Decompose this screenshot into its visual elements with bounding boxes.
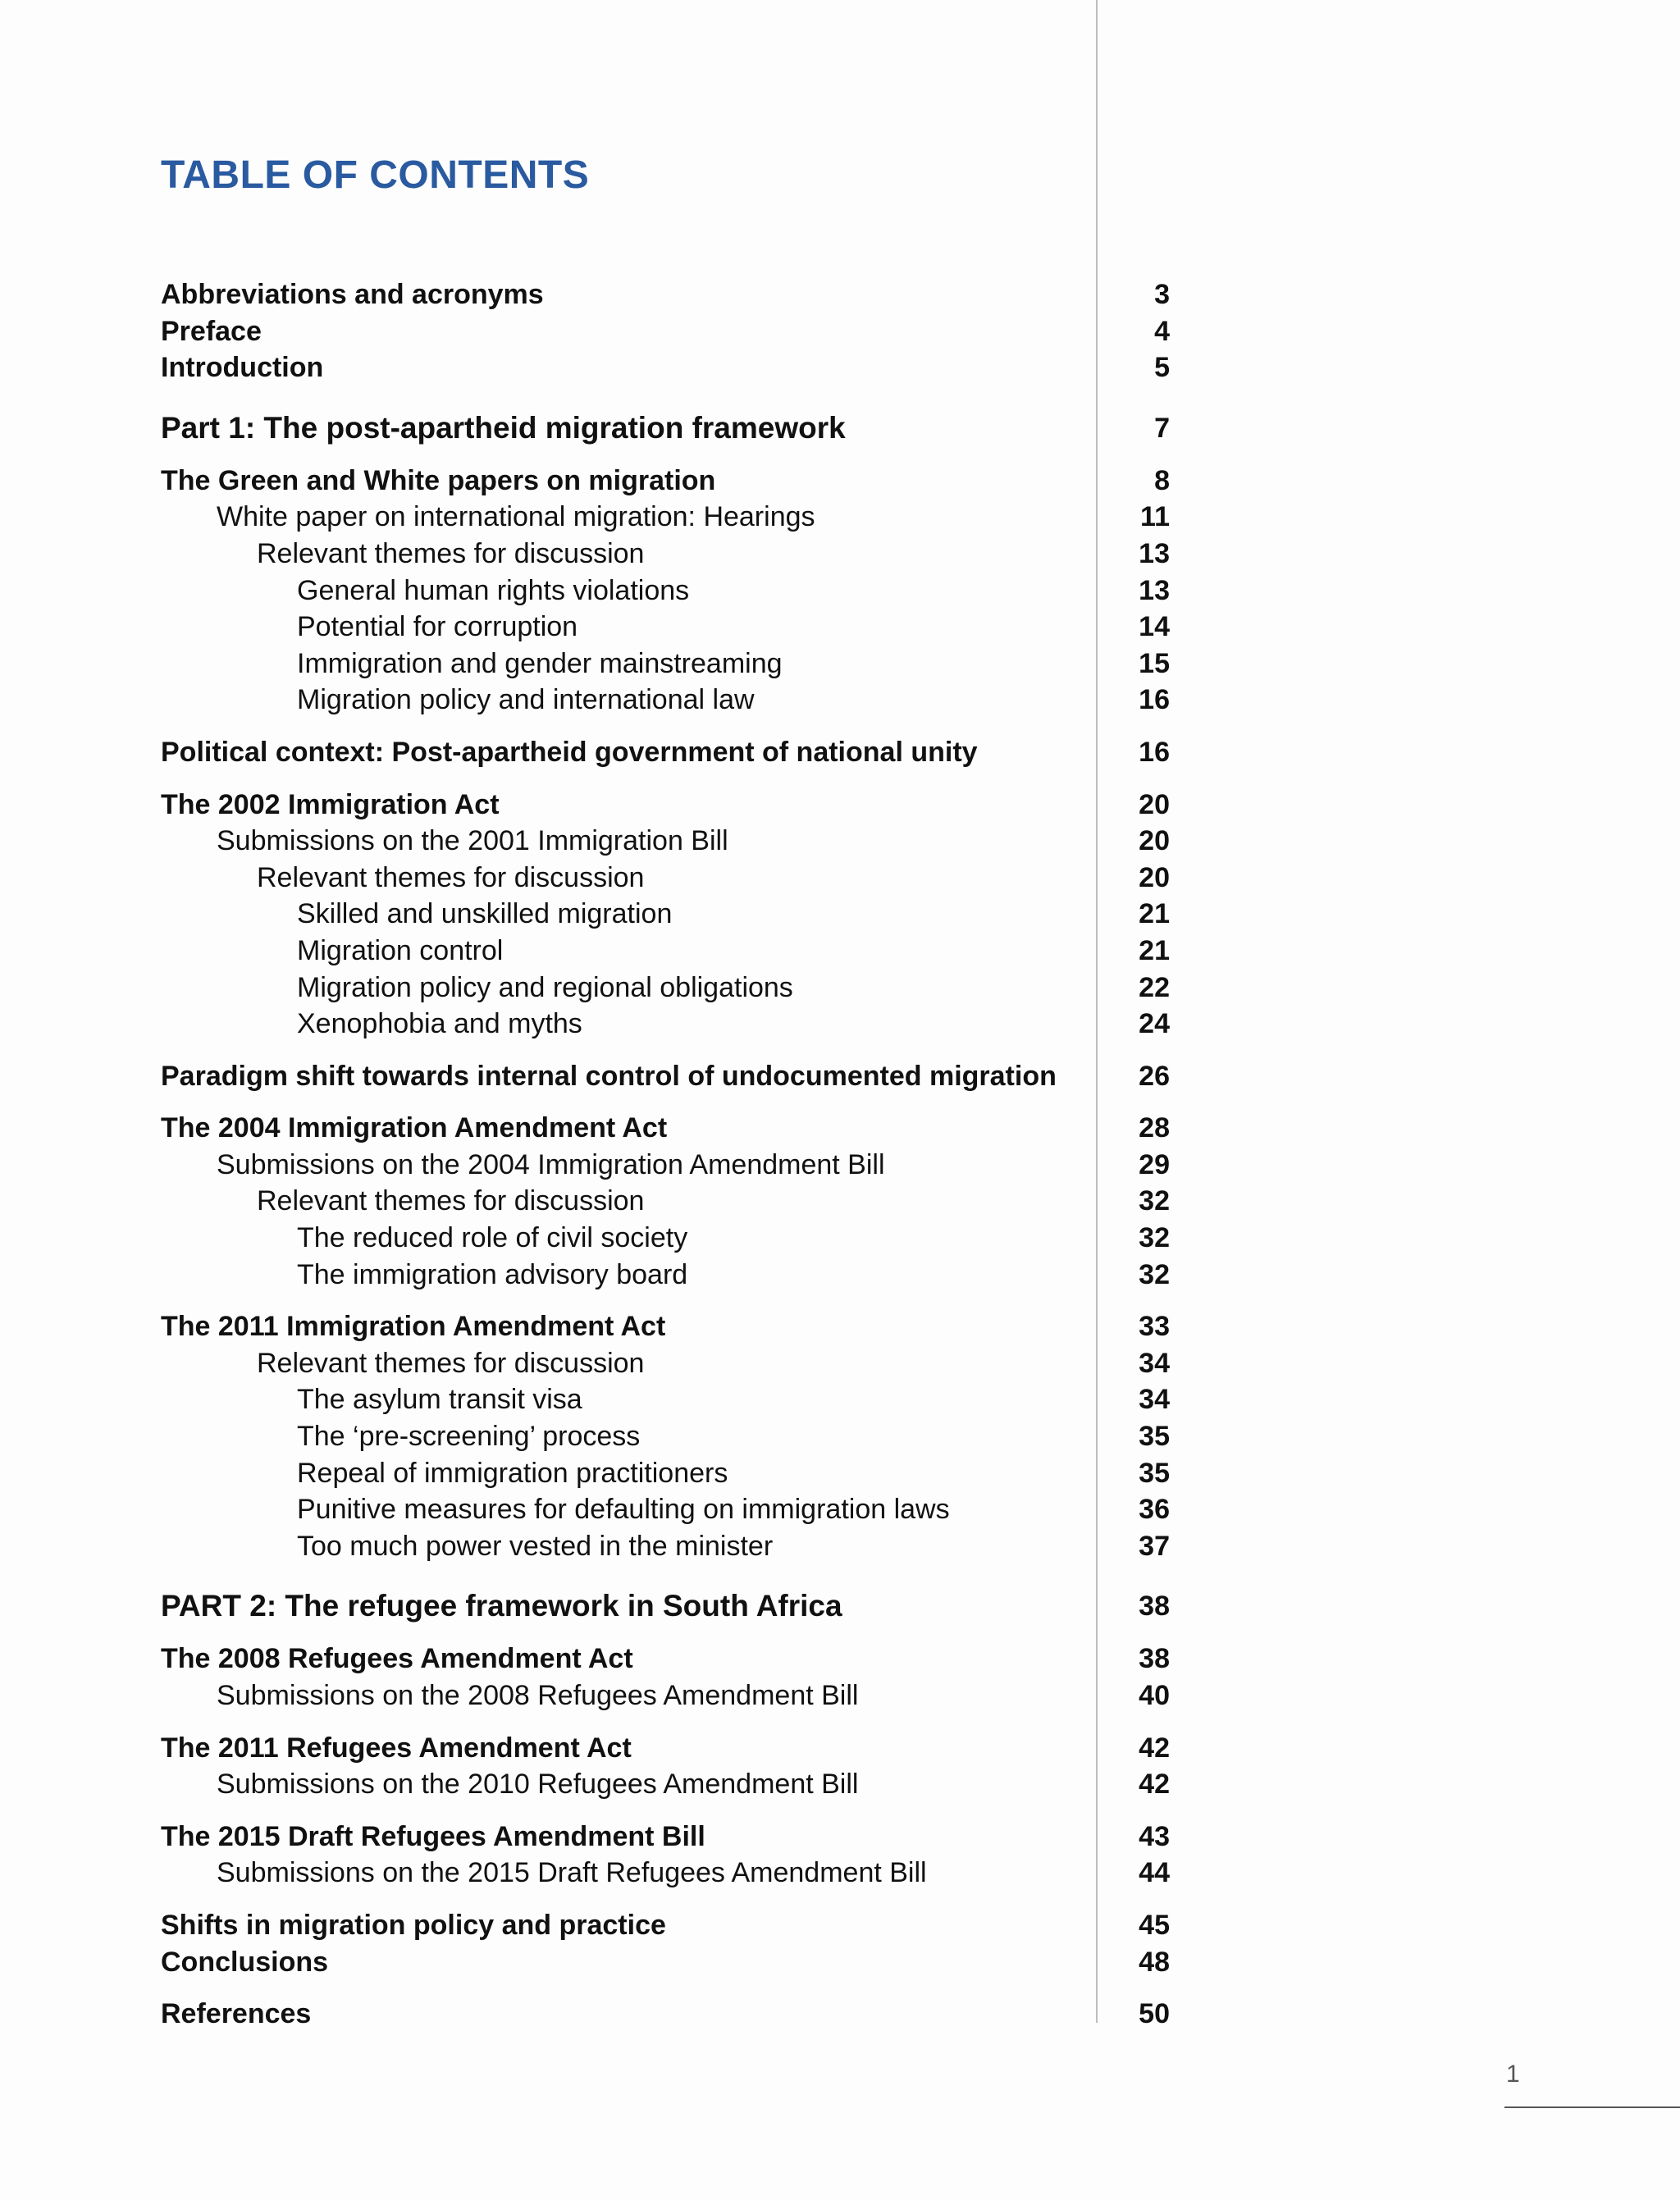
toc-entry-label: Relevant themes for discussion <box>257 1347 645 1379</box>
toc-entry-page: 20 <box>1139 825 1170 857</box>
toc-entry-label: White paper on international migration: Hearings <box>217 501 815 533</box>
toc-entry-page: 16 <box>1139 736 1170 768</box>
toc-entry[interactable] <box>161 1455 1170 1492</box>
toc-entry-page: 24 <box>1139 1008 1170 1040</box>
toc-entry-label: Shifts in migration policy and practice <box>161 1909 666 1941</box>
toc-entry-label: Repeal of immigration practitioners <box>297 1457 728 1489</box>
toc-entry[interactable] <box>161 1110 1170 1147</box>
toc-entry-page: 32 <box>1139 1258 1170 1290</box>
toc-entry-page: 13 <box>1139 537 1170 569</box>
toc-entry[interactable] <box>161 1677 1170 1714</box>
footer-rule <box>1504 2106 1680 2108</box>
toc-entry-page: 42 <box>1139 1769 1170 1801</box>
toc-entry-page: 16 <box>1139 684 1170 716</box>
toc-entry-page: 11 <box>1140 501 1170 533</box>
toc-entry[interactable] <box>161 1220 1170 1257</box>
toc-entry[interactable] <box>161 1907 1170 1944</box>
toc-entry-page: 35 <box>1139 1457 1170 1489</box>
toc-entry-label: Too much power vested in the minister <box>297 1530 774 1562</box>
toc-entry-page: 38 <box>1139 1643 1170 1675</box>
toc-entry-label: The Green and White papers on migration <box>161 464 716 496</box>
toc-entry-label: References <box>161 1998 312 2030</box>
toc-entry[interactable] <box>161 1528 1170 1565</box>
toc-entry-label: Submissions on the 2015 Draft Refugees Amendment Bill <box>217 1857 927 1889</box>
toc-entry-label: Xenophobia and myths <box>297 1008 582 1040</box>
toc-entry-page: 35 <box>1139 1421 1170 1453</box>
toc-entry-page: 29 <box>1139 1148 1170 1180</box>
toc-part-heading[interactable] <box>161 409 1170 447</box>
toc-entry-page: 26 <box>1139 1060 1170 1092</box>
toc-entry-page: 32 <box>1139 1222 1170 1254</box>
toc-entry-label: Potential for corruption <box>297 611 578 643</box>
toc-entry[interactable] <box>161 1381 1170 1418</box>
toc-entry[interactable] <box>161 1058 1170 1095</box>
toc-entry[interactable] <box>161 1491 1170 1528</box>
toc-entry[interactable] <box>161 1819 1170 1855</box>
toc-entry[interactable] <box>161 1308 1170 1345</box>
toc-entry[interactable] <box>161 1944 1170 1981</box>
toc-entry-page: 40 <box>1139 1680 1170 1711</box>
toc-entry-label: The 2011 Refugees Amendment Act <box>161 1732 632 1764</box>
toc-entry-label: Punitive measures for defaulting on immigration laws <box>297 1494 950 1526</box>
toc-entry-label: Introduction <box>161 352 324 384</box>
toc-entry-page: 28 <box>1139 1112 1170 1144</box>
toc-entry[interactable] <box>161 499 1170 536</box>
toc-entry-label: The 2011 Immigration Amendment Act <box>161 1311 666 1343</box>
toc-entry-label: Submissions on the 2001 Immigration Bill <box>217 825 728 857</box>
toc-entry-page: 34 <box>1139 1384 1170 1416</box>
toc-entry-label: The 2002 Immigration Act <box>161 788 500 820</box>
toc-entry-page: 5 <box>1154 352 1170 384</box>
toc-entry-label: Political context: Post-apartheid government of national unity <box>161 736 978 768</box>
toc-entry-page: 8 <box>1154 464 1170 496</box>
toc-entry[interactable] <box>161 1345 1170 1382</box>
toc-entry-page: 38 <box>1139 1591 1170 1623</box>
toc-entry-page: 22 <box>1139 971 1170 1003</box>
table-of-contents <box>161 276 1170 2033</box>
toc-entry-label: The 2008 Refugees Amendment Act <box>161 1643 633 1675</box>
toc-entry-label: Relevant themes for discussion <box>257 537 645 569</box>
toc-entry[interactable] <box>161 1996 1170 2033</box>
toc-entry-label: Immigration and gender mainstreaming <box>297 647 783 679</box>
toc-entry-label: Relevant themes for discussion <box>257 1185 645 1217</box>
toc-entry[interactable] <box>161 1006 1170 1043</box>
toc-entry[interactable] <box>161 1766 1170 1803</box>
toc-entry[interactable] <box>161 276 1170 313</box>
toc-entry[interactable] <box>161 860 1170 897</box>
toc-entry-label: Submissions on the 2008 Refugees Amendment Bill <box>217 1680 859 1711</box>
toc-entry-label: Part 1: The post-apartheid migration framework <box>161 410 846 445</box>
toc-entry-page: 50 <box>1139 1998 1170 2030</box>
toc-entry-page: 15 <box>1139 647 1170 679</box>
toc-entry[interactable] <box>161 1418 1170 1455</box>
toc-entry[interactable] <box>161 1257 1170 1294</box>
toc-entry-label: Migration control <box>297 934 504 966</box>
toc-entry-label: General human rights violations <box>297 574 690 606</box>
toc-entry-label: The 2015 Draft Refugees Amendment Bill <box>161 1820 705 1852</box>
toc-entry-page: 43 <box>1139 1820 1170 1852</box>
toc-entry[interactable] <box>161 313 1170 350</box>
toc-entry[interactable] <box>161 896 1170 933</box>
toc-entry[interactable] <box>161 1147 1170 1184</box>
toc-entry[interactable] <box>161 734 1170 771</box>
toc-entry-label: Migration policy and international law <box>297 684 755 716</box>
toc-entry-page: 34 <box>1139 1347 1170 1379</box>
toc-entry-page: 3 <box>1154 279 1170 310</box>
toc-entry[interactable] <box>161 933 1170 970</box>
toc-entry[interactable] <box>161 536 1170 573</box>
toc-entry[interactable] <box>161 463 1170 500</box>
toc-entry-page: 37 <box>1139 1530 1170 1562</box>
toc-entry-label: Paradigm shift towards internal control of undocumented migration <box>161 1060 1057 1092</box>
toc-entry-page: 21 <box>1139 934 1170 966</box>
page-title: TABLE OF CONTENTS <box>161 153 590 197</box>
toc-entry-label: Relevant themes for discussion <box>257 861 645 893</box>
toc-entry-page: 48 <box>1139 1946 1170 1978</box>
toc-entry-label: Abbreviations and acronyms <box>161 279 544 310</box>
toc-entry-page: 36 <box>1139 1494 1170 1526</box>
toc-entry-label: The immigration advisory board <box>297 1258 688 1290</box>
toc-part-heading[interactable] <box>161 1587 1170 1625</box>
toc-entry[interactable] <box>161 1855 1170 1892</box>
toc-entry[interactable] <box>161 1730 1170 1767</box>
toc-entry-page: 20 <box>1139 788 1170 820</box>
toc-entry-page: 42 <box>1139 1732 1170 1764</box>
toc-entry-label: The 2004 Immigration Amendment Act <box>161 1112 668 1144</box>
toc-entry-label: The asylum transit visa <box>297 1384 582 1416</box>
toc-entry-label: Preface <box>161 315 262 347</box>
page-number: 1 <box>1506 2061 1520 2088</box>
toc-entry-page: 32 <box>1139 1185 1170 1217</box>
toc-entry-label: Migration policy and regional obligations <box>297 971 793 1003</box>
toc-entry-label: The reduced role of civil society <box>297 1222 688 1254</box>
toc-entry[interactable] <box>161 787 1170 824</box>
toc-entry[interactable] <box>161 573 1170 609</box>
toc-entry-label: The ‘pre-screening’ process <box>297 1421 641 1453</box>
toc-entry-page: 4 <box>1154 315 1170 347</box>
toc-entry-page: 20 <box>1139 861 1170 893</box>
toc-entry-label: PART 2: The refugee framework in South Africa <box>161 1589 842 1623</box>
toc-entry-label: Submissions on the 2010 Refugees Amendment Bill <box>217 1769 859 1801</box>
toc-entry[interactable] <box>161 1183 1170 1220</box>
toc-entry-page: 21 <box>1139 898 1170 930</box>
toc-entry[interactable] <box>161 349 1170 386</box>
toc-entry[interactable] <box>161 609 1170 646</box>
toc-entry-page: 7 <box>1154 412 1170 444</box>
toc-entry[interactable] <box>161 1641 1170 1677</box>
toc-entry[interactable] <box>161 682 1170 719</box>
toc-entry[interactable] <box>161 646 1170 682</box>
toc-entry-label: Submissions on the 2004 Immigration Amendment Bill <box>217 1148 885 1180</box>
toc-entry-label: Conclusions <box>161 1946 329 1978</box>
toc-entry-page: 13 <box>1139 574 1170 606</box>
toc-entry[interactable] <box>161 823 1170 860</box>
toc-entry-page: 14 <box>1139 611 1170 643</box>
toc-entry-label: Skilled and unskilled migration <box>297 898 673 930</box>
toc-entry[interactable] <box>161 970 1170 1006</box>
toc-entry-page: 33 <box>1139 1311 1170 1343</box>
toc-entry-page: 44 <box>1139 1857 1170 1889</box>
toc-entry-page: 45 <box>1139 1909 1170 1941</box>
